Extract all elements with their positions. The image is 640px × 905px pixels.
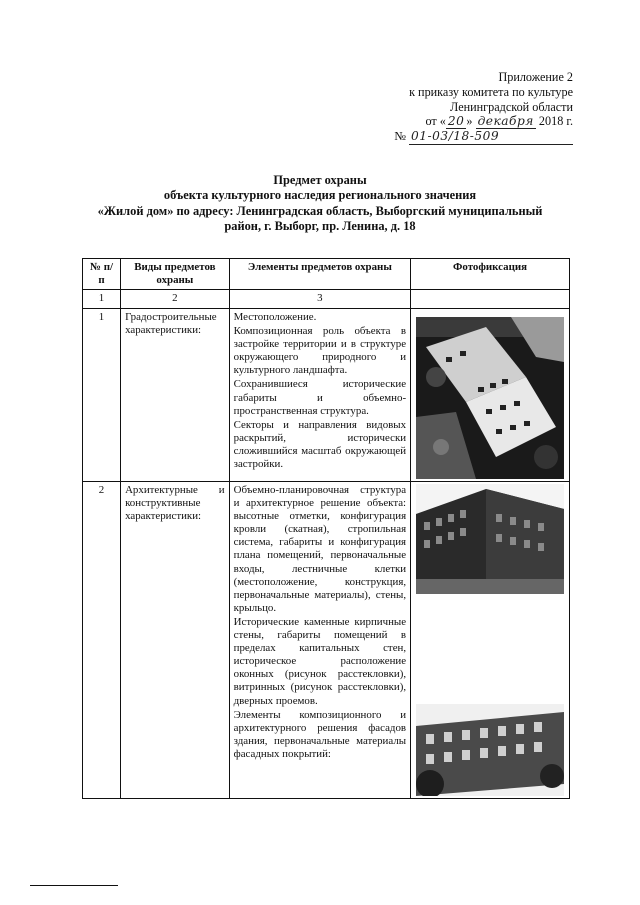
column-numbering-row xyxy=(83,290,570,309)
element-text: Секторы и направления видовых раскрытий, исторически сложившийся масштаб окружающей застройки. xyxy=(233,418,407,471)
header-number: № п/п xyxy=(83,259,121,290)
protection-table xyxy=(82,258,570,799)
table-row xyxy=(83,309,570,482)
aerial-photo-image xyxy=(416,317,564,479)
footnote-separator xyxy=(30,885,118,886)
row-type: Градостроительные характеристики: xyxy=(121,309,230,482)
building-corner-photo-image xyxy=(416,484,564,594)
document-title xyxy=(60,173,580,234)
header-type: Виды предметов охраны xyxy=(121,259,230,290)
building-facade-photo-image xyxy=(416,704,564,796)
col-num-2: 2 xyxy=(121,290,230,309)
table-header-row xyxy=(83,259,570,290)
date-month: декабря xyxy=(477,114,534,129)
title-line-1: Предмет охраны xyxy=(273,173,367,187)
header-elements: Элементы предметов охраны xyxy=(229,259,410,290)
element-text: Местоположение. xyxy=(233,311,317,323)
title-line-2: объекта культурного наследия регионального значения xyxy=(163,188,477,203)
row-number: 1 xyxy=(83,309,121,482)
header-photo: Фотофиксация xyxy=(411,259,570,290)
title-line-4: район, г. Выборг, пр. Ленина, д. 18 xyxy=(224,218,416,233)
element-text: Сохранившиеся исторические габариты и объемно-пространственная структура. xyxy=(233,378,407,417)
number-value: 01-03/18-509 xyxy=(409,129,573,145)
element-text: Элементы композиционного и архитектурного решения фасадов здания, первоначальные материалы фасадных покрытий: xyxy=(233,708,407,760)
element-text: Объемно-планировочная структура и архитектурное решение объекта: высотные отметки, конфигурация кровли (скатная), стропильная система, габариты и конфигурация плана помещений, первоначальные входы, лестничные клетки (местоположение, конструкция, первоначальные материалы), стены, крыльцо. xyxy=(233,484,407,614)
row-photo-cell xyxy=(411,482,570,799)
col-num-3: 3 xyxy=(229,290,410,309)
element-text: Композиционная роль объекта в застройке территории и в структуре окружающего природного и культурного ландшафта. xyxy=(233,325,407,377)
row-number: 2 xyxy=(83,482,121,799)
appendix-region: Ленинградской области xyxy=(450,99,573,114)
row-type: Архитектурные и конструктивные характеристики: xyxy=(121,482,230,799)
date-prefix: от « xyxy=(425,114,446,129)
col-num-4-empty xyxy=(411,290,570,309)
title-line-3: «Жилой дом» по адресу: Ленинградская область, Выборгский муниципальный xyxy=(97,203,543,218)
number-prefix: № xyxy=(394,129,406,144)
table-row xyxy=(83,482,570,799)
row-elements xyxy=(229,309,410,482)
date-day: 20 xyxy=(447,114,465,129)
date-mid: » xyxy=(466,114,473,129)
appendix-header xyxy=(333,70,573,145)
appendix-number xyxy=(333,129,573,145)
row-elements xyxy=(229,482,410,799)
appendix-date xyxy=(333,114,573,129)
appendix-order-ref: к приказу комитета по культуре xyxy=(409,84,573,99)
row-photo-cell xyxy=(411,309,570,482)
element-text: Исторические каменные кирпичные стены, габариты помещений в пределах капитальных стен, историческое расположение оконных (рисунок расстекловки), витринных (рисунок расстекловки), дверных проемов. xyxy=(233,615,407,707)
date-year: 2018 г. xyxy=(538,114,573,129)
col-num-1: 1 xyxy=(83,290,121,309)
appendix-title: Приложение 2 xyxy=(498,70,573,84)
